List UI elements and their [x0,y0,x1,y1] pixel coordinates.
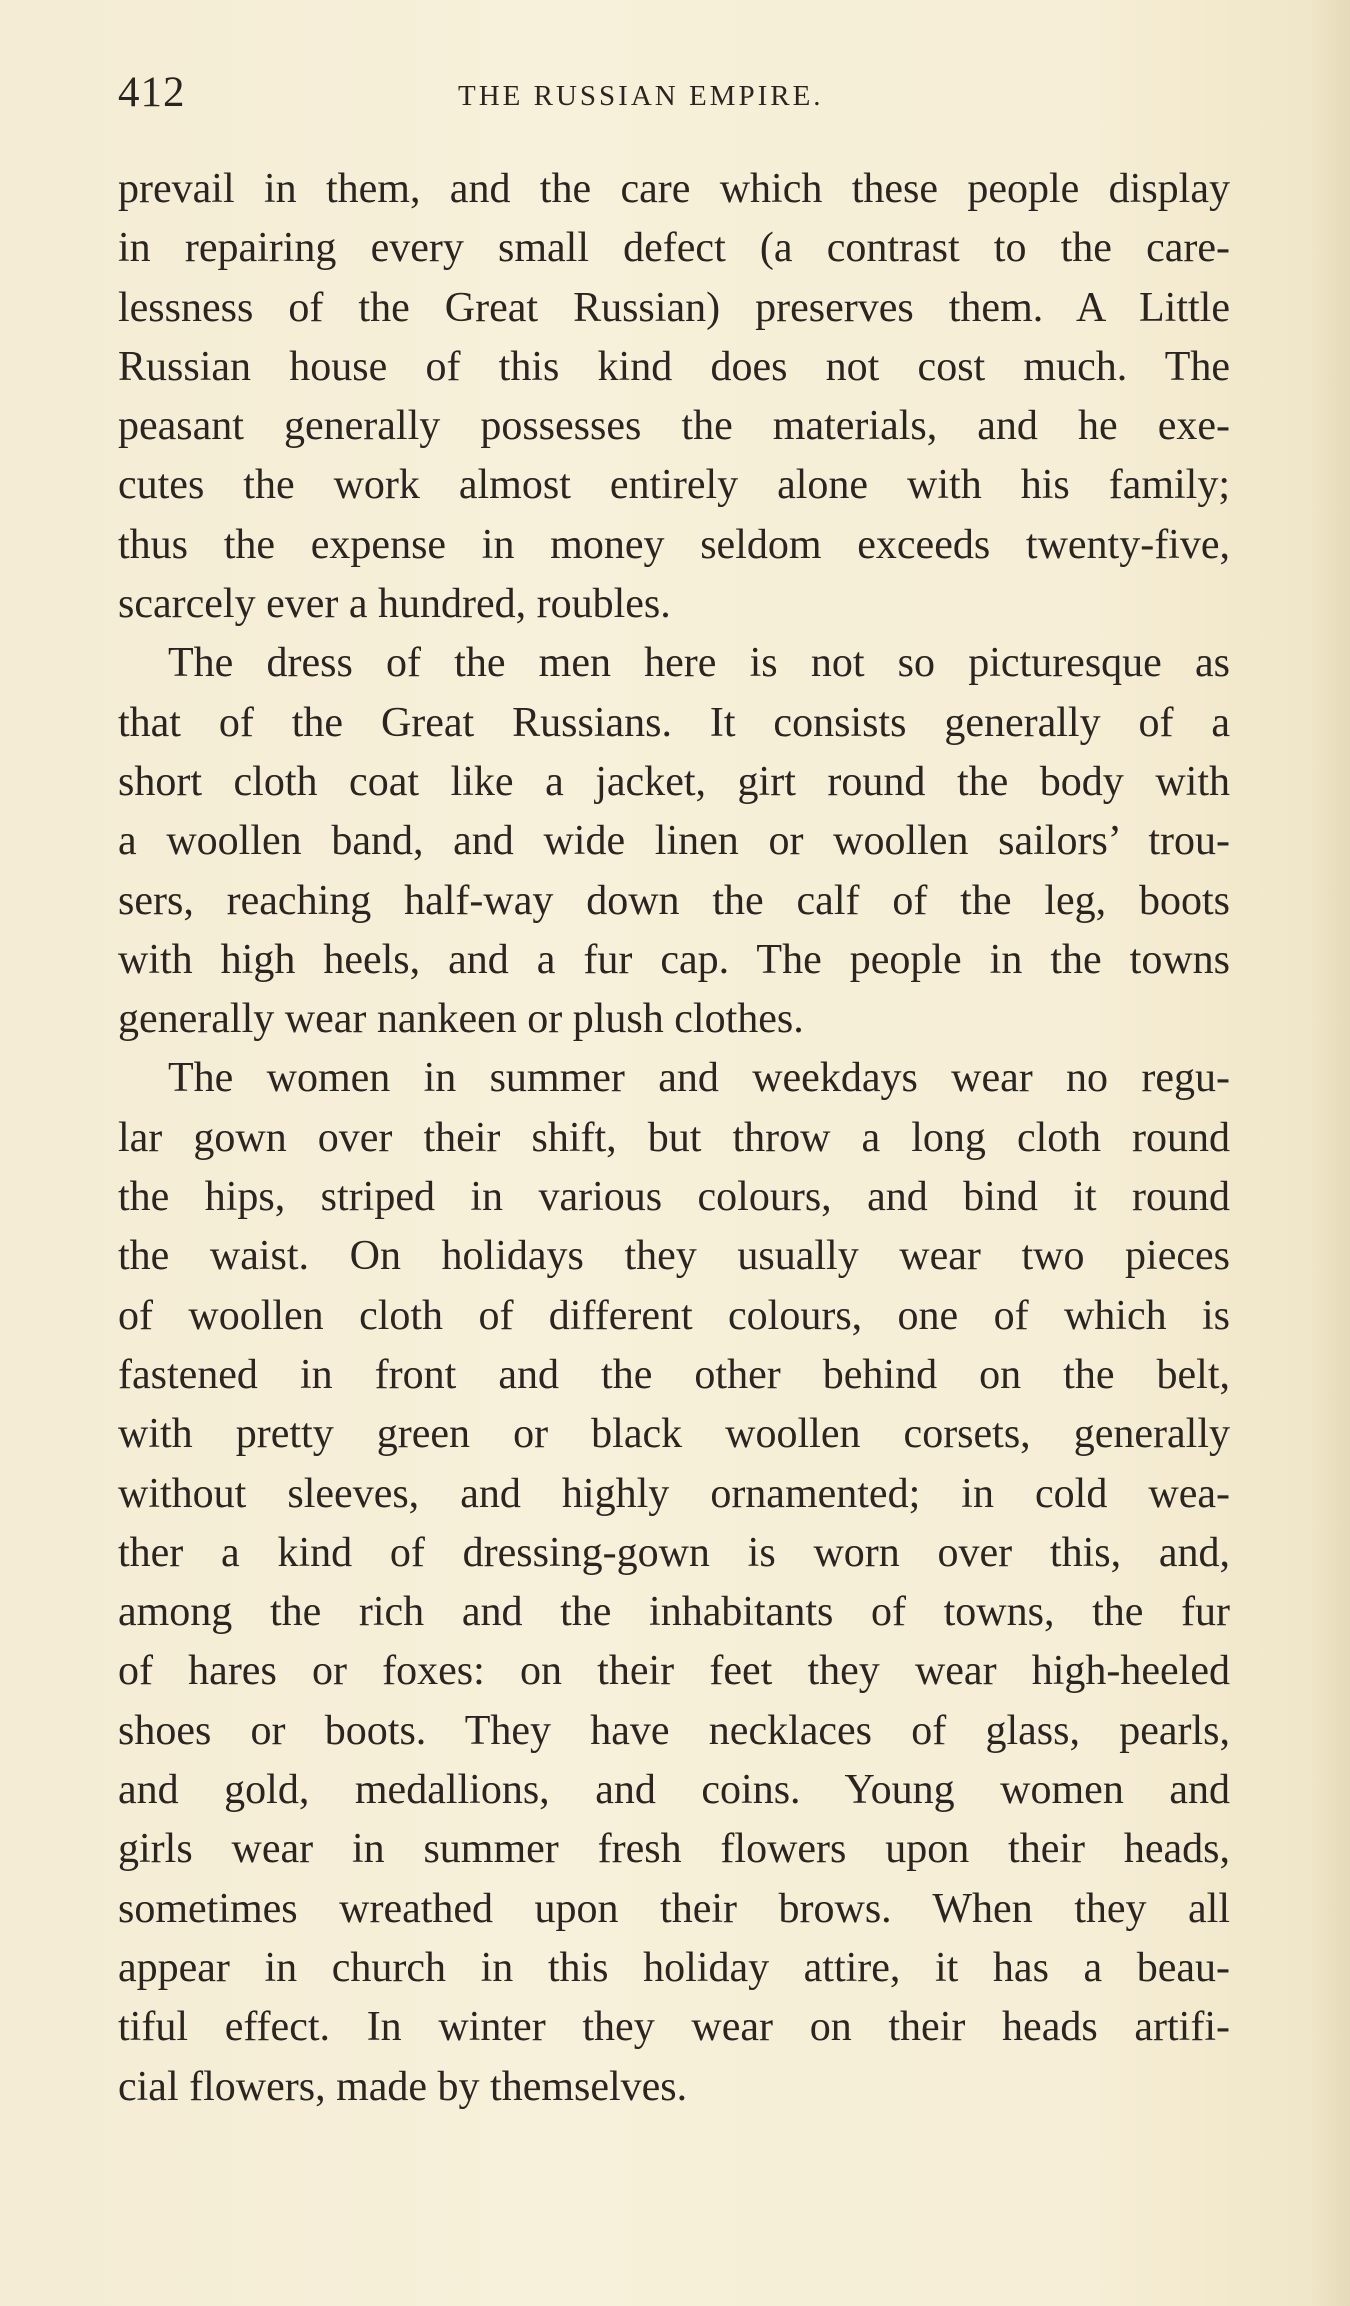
text-line: tiful effect. In winter they wear on their heads artifi- [118,2004,1230,2051]
text-line: scarcely ever a hundred, roubles. [118,581,671,628]
page-number: 412 [118,69,186,116]
text-line: The women in summer and weekdays wear no regu- [168,1055,1230,1102]
running-head [118,68,1230,118]
paragraph-2 [118,634,1230,1049]
text-line: cutes the work almost entirely alone with his family; [118,462,1230,509]
text-line: of hares or foxes: on their feet they wear high-heeled [118,1648,1230,1695]
text-line: without sleeves, and highly ornamented; in cold wea- [118,1470,1230,1517]
text-line: the hips, striped in various colours, and bind it round [118,1174,1230,1221]
paragraph-3 [118,1049,1230,2116]
text-line: lar gown over their shift, but throw a long cloth round [118,1114,1230,1161]
text-line: with high heels, and a fur cap. The people in the towns [118,936,1230,983]
running-title: THE RUSSIAN EMPIRE. [458,80,824,112]
text-line: appear in church in this holiday attire, it has a beau- [118,1944,1230,1991]
text-line: short cloth coat like a jacket, girt round the body with [118,758,1230,805]
text-line: sometimes wreathed upon their brows. When they all [118,1885,1230,1932]
text-line: cial flowers, made by themselves. [118,2063,688,2110]
text-line: the waist. On holidays they usually wear two pieces [118,1233,1230,1280]
text-line: peasant generally possesses the materials, and he exe- [118,403,1230,450]
text-line: Russian house of this kind does not cost much. The [118,343,1230,390]
text-line: lessness of the Great Russian) preserves them. A Little [118,284,1230,331]
text-line: ther a kind of dressing-gown is worn over this, and, [118,1529,1230,1576]
text-line: of woollen cloth of different colours, one of which is [118,1292,1230,1339]
text-line: generally wear nankeen or plush clothes. [118,996,804,1043]
text-line: and gold, medallions, and coins. Young women and [118,1767,1230,1814]
text-line: shoes or boots. They have necklaces of glass, pearls, [118,1707,1230,1754]
text-line: in repairing every small defect (a contrast to the care- [118,225,1230,272]
page-edge-shadow [1310,0,1350,2306]
text-line: a woollen band, and wide linen or woollen sailors’ trou- [118,818,1230,865]
text-line: among the rich and the inhabitants of towns, the fur [118,1589,1230,1636]
text-line: prevail in them, and the care which these people display [118,166,1230,212]
text-line: The dress of the men here is not so picturesque as [168,640,1230,687]
text-line: girls wear in summer fresh flowers upon their heads, [118,1826,1230,1873]
text-line: with pretty green or black woollen corsets, generally [118,1411,1230,1458]
body-text [118,160,1230,2117]
text-line: sers, reaching half-way down the calf of the leg, boots [118,877,1230,924]
paragraph-1 [118,160,1230,634]
text-line: that of the Great Russians. It consists generally of a [118,699,1230,746]
text-line: thus the expense in money seldom exceeds twenty-five, [118,521,1230,568]
text-line: fastened in front and the other behind on the belt, [118,1351,1230,1398]
